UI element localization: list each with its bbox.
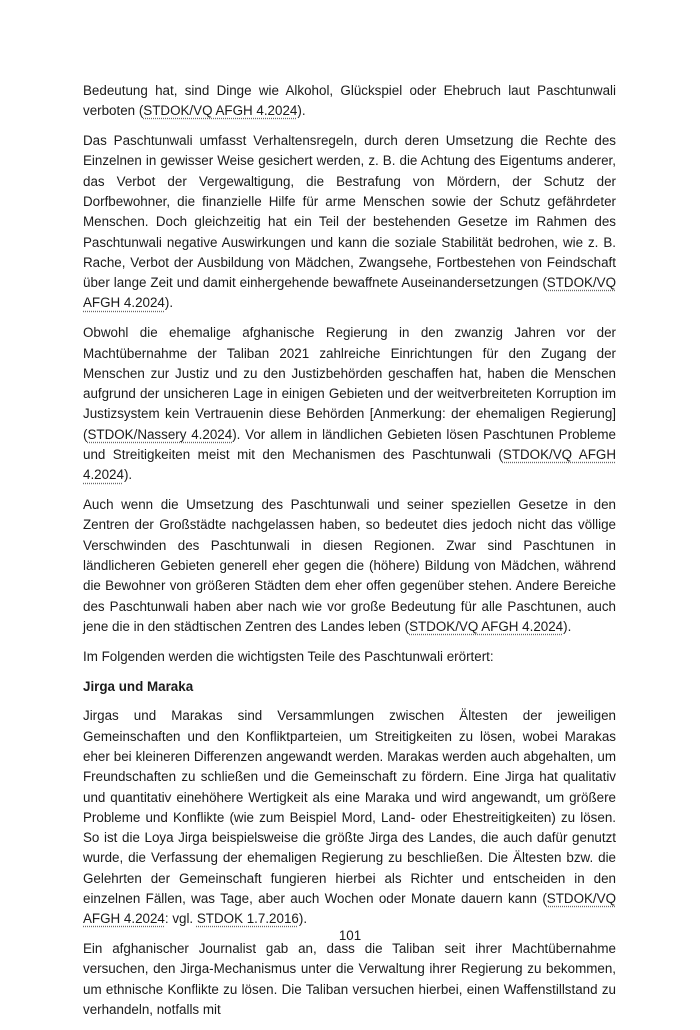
paragraph-text: Jirgas und Marakas sind Versammlungen zwischen Ältesten der jeweiligen Gemeinschaften und den Konfliktparteien, um Streitigkeiten zu lösen, wobei Marakas eher bei kleineren Differenzen angewandt werden. Marakas werden auch abgehalten, um Freundschaften zu schließen und die Gemeinschaft zu fördern. Eine Jirga hat qualitativ und quantitativ einehöhere Wertigkeit als eine Maraka und wird angewandt, um größere Probleme und Konflikte (wie zum Beispiel Mord, Land- oder Ehestreitigkeiten) zu lösen. So ist die Loya Jirga beispielsweise die größte Jirga des Landes, die auch dafür genutzt wurde, die Verfassung der ehemaligen Regierung zu beschließen. Die Ältesten bzw. die Gelehrten der Gemeinschaft fungieren hierbei als Richter und entscheiden in den einzelnen Fällen, was Tage, aber auch Wochen oder Monate dauern kann (	[83, 708, 616, 906]
paragraph-text: ).	[123, 467, 133, 483]
source-reference-link[interactable]: STDOK/VQ AFGH 4.2024	[143, 103, 298, 119]
page-content	[83, 81, 616, 1030]
source-reference-link[interactable]: STDOK/VQ AFGH 4.2024	[409, 618, 564, 634]
body-paragraph	[83, 81, 616, 122]
paragraph-text: ). Vor allem in ländlichen Gebieten lösen Paschtunen Probleme und Streitigkeiten meist mit den Mechanismen des Paschtunwali (	[83, 426, 616, 463]
body-paragraph	[83, 706, 616, 929]
body-paragraph	[83, 939, 616, 1020]
paragraph-text: ).	[297, 103, 306, 119]
paragraph-text: Bedeutung hat, sind Dinge wie Alkohol, Glückspiel oder Ehebruch laut Paschtunwali verboten (	[83, 83, 616, 119]
body-paragraph	[83, 323, 616, 485]
body-paragraph	[83, 131, 616, 314]
paragraph-text: Ein afghanischer Journalist gab an, dass die Taliban seit ihrer Machtübernahme versuchen, den Jirga-Mechanismus unter die Verwaltung ihrer Regierung zu bekommen, um ethnische Konflikte zu lösen. Die Taliban versuchen hierbei, einen Waffenstillstand zu verhandeln, notfalls mit	[83, 941, 616, 1017]
paragraph-text: Obwohl die ehemalige afghanische Regierung in den zwanzig Jahren vor der Machtübernahme der Taliban 2021 zahlreiche Einrichtungen für den Zugang der Menschen zur Justiz und zu den Justizbehörden geschaffen hat, haben die Menschen aufgrund der unsicheren Lage in einigen Gebieten und der weitverbreiteten Korruption im Justizsystem kein Vertrauenin diese Behörden [Anmerkung: der ehemaligen Regierung] (	[83, 325, 616, 442]
source-reference-link[interactable]: STDOK/Nassery 4.2024	[87, 426, 233, 442]
source-reference-link[interactable]: STDOK 1.7.2016	[196, 911, 299, 927]
body-paragraph	[83, 647, 616, 667]
paragraph-text: ).	[164, 295, 174, 311]
paragraph-text: Das Paschtunwali umfasst Verhaltensregeln, durch deren Umsetzung die Rechte des Einzelnen in gewisser Weise gesichert werden, z. B. die Achtung des Eigentums anderer, das Verbot der Vergewaltigung, die Bestrafung von Mördern, der Schutz der Dorfbewohner, die finanzielle Hilfe für arme Menschen sowie der Schutz gefährdeter Menschen. Doch gleichzeitig hat ein Teil der bestehenden Gesetze im Rahmen des Paschtunwali negative Auswirkungen und kann die soziale Stabilität bedrohen, wie z. B. Rache, Verbot der Ausbildung von Mädchen, Zwangsehe, Fortbestehen von Feindschaft über lange Zeit und damit einhergehende bewaffnete Auseinandersetzungen (	[83, 133, 616, 291]
source-reference-link[interactable]: STDOK/VQ AFGH 4.2024	[83, 275, 616, 311]
section-heading	[83, 677, 616, 697]
heading-text: Jirga und Maraka	[83, 678, 194, 694]
source-reference-link[interactable]: STDOK/VQ AFGH 4.2024	[83, 447, 616, 483]
body-paragraph	[83, 495, 616, 637]
paragraph-text: ).	[298, 911, 308, 927]
source-reference-link[interactable]: STDOK/VQ AFGH 4.2024	[83, 890, 616, 927]
paragraph-text: ).	[563, 618, 572, 634]
paragraph-text: Im Folgenden werden die wichtigsten Teile des Paschtunwali erörtert:	[83, 648, 494, 664]
paragraph-text: Auch wenn die Umsetzung des Paschtunwali und seiner speziellen Gesetze in den Zentren der Großstädte nachgelassen haben, so bedeutet dies jedoch nicht das völlige Verschwinden des Paschtunwali in diesen Regionen. Zwar sind Paschtunen in ländlicheren Gebieten generell eher gegen die (höhere) Bildung von Mädchen, während die Bewohner von größeren Städten dem eher offen gegenüber stehen. Andere Bereiche des Paschtunwali haben aber nach wie vor große Bedeutung für alle Paschtunen, auch jene die in den städtischen Zentren des Landes leben (	[83, 497, 616, 634]
page-number: 101	[338, 928, 362, 943]
paragraph-text: : vgl.	[164, 911, 197, 927]
